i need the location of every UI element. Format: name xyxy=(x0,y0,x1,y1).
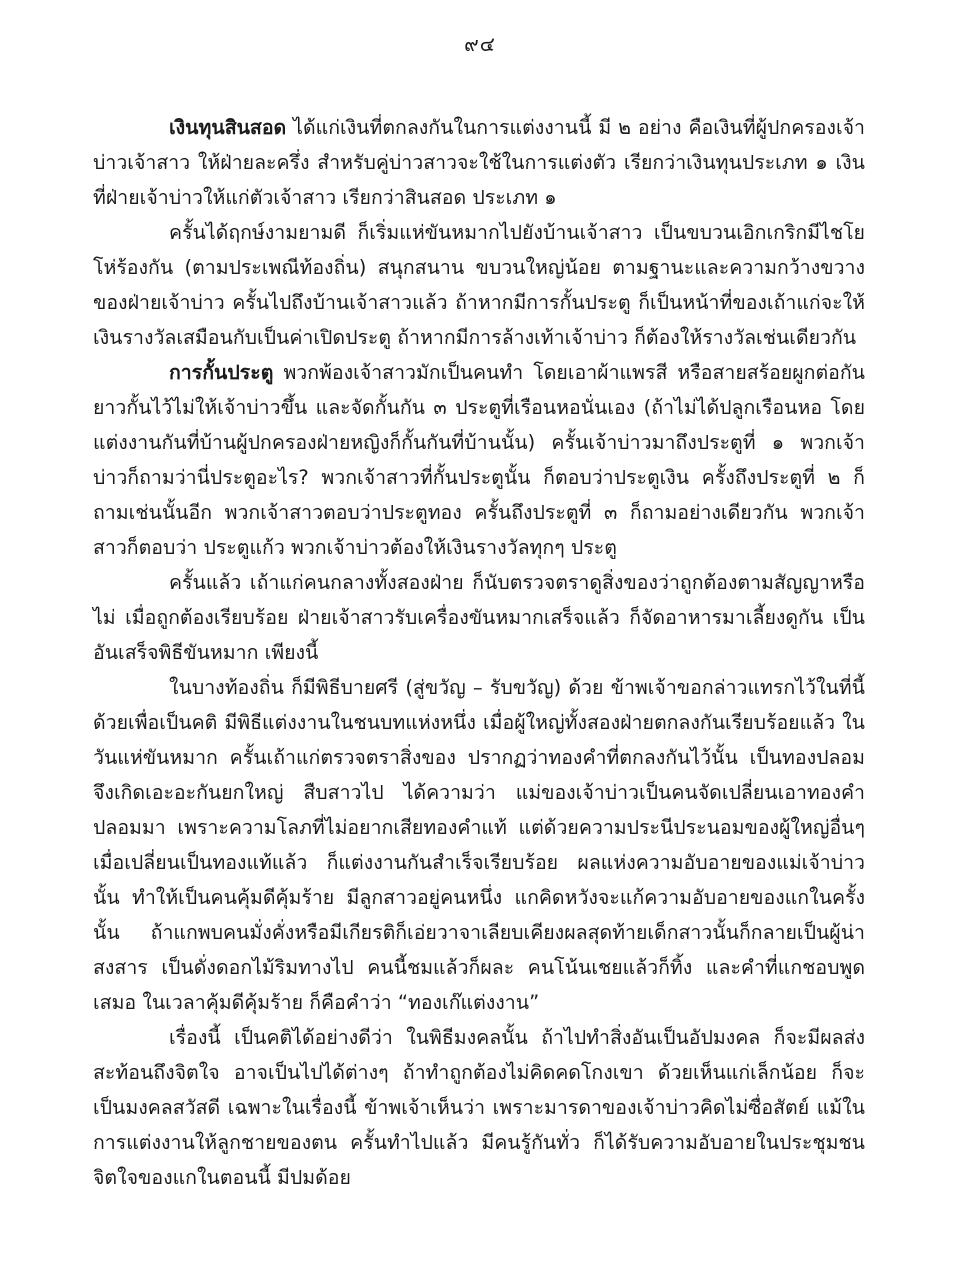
paragraph-heading: เงินทุนสินสอด xyxy=(169,116,287,139)
paragraph-text: ครั้นแล้ว เถ้าแก่คนกลางทั้งสองฝ่าย ก็นับตรวจตราดูสิ่งของว่าถูกต้องตามสัญญาหรือไม่ เมื่อถูกต้องเรียบร้อย ฝ่ายเจ้าสาวรับเครื่องขันหมากเสร็จแล้ว ก็จัดอาหารมาเลี้ยงดูกัน เป็นอันเสร็จพิธีขันหมาก เพียงนี้ xyxy=(93,571,865,664)
paragraph-text: พวกพ้องเจ้าสาวมักเป็นคนทำ โดยเอาผ้าแพรสี หรือสายสร้อยผูกต่อกันยาวกั้นไว้ไม่ให้เจ้าบ่าวขึ้น และจัดกั้นกัน ๓ ประตูที่เรือนหอนั่นเอง (ถ้าไม่ได้ปลูกเรือนหอ โดยแต่งงานกันที่บ้านผู้ปกครองฝ่ายหญิงก็กั้นกันที่บ้านนั้น) ครั้นเจ้าบ่าวมาถึงประตูที่ ๑ พวกเจ้าบ่าวก็ถามว่านี่ประตูอะไร? พวกเจ้าสาวที่กั้นประตูนั้น ก็ตอบว่าประตูเงิน ครั้งถึงประตูที่ ๒ ก็ถามเช่นนั้นอีก พวกเจ้าสาวตอบว่าประตูทอง ครั้นถึงประตูที่ ๓ ก็ถามอย่างเดียวกัน พวกเจ้าสาวก็ตอบว่า ประตูแก้ว พวกเจ้าบ่าวต้องให้เงินรางวัลทุกๆ ประตู xyxy=(93,361,865,559)
paragraph-inspection xyxy=(93,565,865,670)
paragraph-text: ครั้นได้ฤกษ์งามยามดี ก็เริ่มแห่ขันหมากไปยังบ้านเจ้าสาว เป็นขบวนเอิกเกริกมีไชโยโห่ร้องกัน (ตามประเพณีท้องถิ่น) สนุกสนาน ขบวนใหญ่น้อย ตามฐานะและความกว้างขวางของฝ่ายเจ้าบ่าว ครั้นไปถึงบ้านเจ้าสาวแล้ว ถ้าหากมีการกั้นประตู ก็เป็นหน้าที่ของเถ้าแก่จะให้เงินรางวัลเสมือนกับเป็นค่าเปิดประตู ถ้าหากมีการล้างเท้าเจ้าบ่าว ก็ต้องให้รางวัลเช่นเดียวกัน xyxy=(93,221,865,349)
paragraph-baisri-story xyxy=(93,670,865,1020)
page-number: ๙๔ xyxy=(464,32,496,56)
paragraph-procession xyxy=(93,215,865,355)
paragraph-text: ได้แก่เงินที่ตกลงกันในการแต่งงานนี้ มี ๒ อย่าง คือเงินที่ผู้ปกครองเจ้าบ่าวเจ้าสาว ให้ฝ่ายละครึ่ง สำหรับคู่บ่าวสาวจะใช้ในการแต่งตัว เรียกว่าเงินทุนประเภท ๑ เงินที่ฝ่ายเจ้าบ่าวให้แก่ตัวเจ้าสาว เรียกว่าสินสอด ประเภท ๑ xyxy=(93,116,865,209)
paragraph-moral xyxy=(93,1020,865,1195)
paragraph-heading: การกั้นประตู xyxy=(169,361,274,384)
paragraph-door-blocking xyxy=(93,355,865,565)
paragraph-text: เรื่องนี้ เป็นคติได้อย่างดีว่า ในพิธีมงคลนั้น ถ้าไปทำสิ่งอันเป็นอัปมงคล ก็จะมีผลส่งสะท้อนถึงจิตใจ อาจเป็นไปได้ต่างๆ ถ้าทำถูกต้องไม่คิดคดโกงเขา ด้วยเห็นแก่เล็กน้อย ก็จะเป็นมงคลสวัสดี เฉพาะในเรื่องนี้ ข้าพเจ้าเห็นว่า เพราะมารดาของเจ้าบ่าวคิดไม่ซื่อสัตย์ แม้ในการแต่งงานให้ลูกชายของตน ครั้นทำไปแล้ว มีคนรู้กันทั่ว ก็ได้รับความอับอายในประชุมชน จิตใจของแกในตอนนี้ มีปมด้อย xyxy=(93,1026,865,1189)
paragraph-dowry-money xyxy=(93,110,865,215)
document-body xyxy=(93,110,865,1195)
paragraph-text: ในบางท้องถิ่น ก็มีพิธีบายศรี (สู่ขวัญ – รับขวัญ) ด้วย ข้าพเจ้าขอกล่าวแทรกไว้ในที่นี้ด้วยเพื่อเป็นคติ มีพิธีแต่งงานในชนบทแห่งหนึ่ง เมื่อผู้ใหญ่ทั้งสองฝ่ายตกลงกันเรียบร้อยแล้ว ในวันแห่ขันหมาก ครั้นเถ้าแก่ตรวจตราสิ่งของ ปรากฏว่าทองคำที่ตกลงกันไว้นั้น เป็นทองปลอม จึงเกิดเอะอะกันยกใหญ่ สืบสาวไป ได้ความว่า แม่ของเจ้าบ่าวเป็นคนจัดเปลี่ยนเอาทองคำปลอมมา เพราะความโลภที่ไม่อยากเสียทองคำแท้ แต่ด้วยความประนีประนอมของผู้ใหญ่อื่นๆ เมื่อเปลี่ยนเป็นทองแท้แล้ว ก็แต่งงานกันสำเร็จเรียบร้อย ผลแห่งความอับอายของแม่เจ้าบ่าวนั้น ทำให้เป็นคนคุ้มดีคุ้มร้าย มีลูกสาวอยู่คนหนึ่ง แกคิดหวังจะแก้ความอับอายของแกในครั้งนั้น ถ้าแกพบคนมั่งคั่งหรือมีเกียรติก็เอ่ยวาจาเลียบเคียงผลสุดท้ายเด็กสาวนั้นก็กลายเป็นผู้น่าสงสาร เป็นดั่งดอกไม้ริมทางไป คนนี้ชมแล้วก็ผละ คนโน้นเชยแล้วก็ทิ้ง และคำที่แกชอบพูดเสมอ ในเวลาคุ้มดีคุ้มร้าย ก็คือคำว่า “ทองเก๊แต่งงาน” xyxy=(93,676,865,1014)
